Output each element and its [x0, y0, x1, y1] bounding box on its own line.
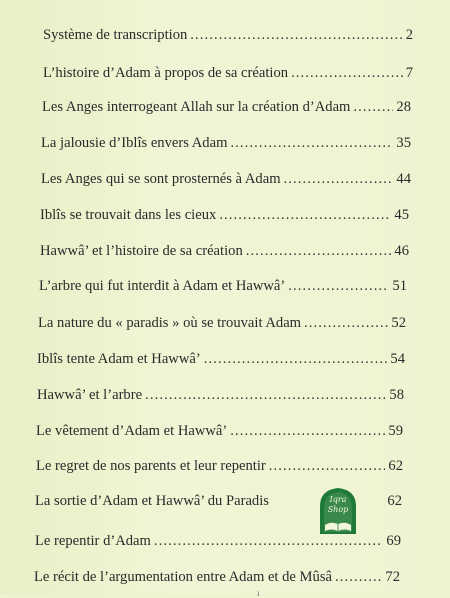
toc-entry-page: 58 [389, 387, 404, 403]
toc-entry-page: 2 [405, 27, 413, 43]
toc-entry [34, 568, 400, 586]
toc-entry-page: 62 [388, 458, 403, 474]
toc-leader-dots [288, 277, 389, 295]
toc-entry-title: Les Anges qui se sont prosternés à Adam [41, 171, 281, 187]
toc-leader-dots [269, 457, 386, 475]
toc-entry [41, 134, 411, 152]
toc-entry-title: Le regret de nos parents et leur repentir [36, 458, 266, 474]
toc-entry-title: L’arbre qui fut interdit à Adam et Hawwâ’ [39, 278, 286, 294]
toc-entry [36, 422, 403, 440]
toc-entry-title: Hawwâ’ et l’arbre [37, 387, 143, 403]
toc-entry [42, 98, 411, 116]
toc-entry-page: 69 [386, 533, 401, 549]
cropped-header-fragment [0, 0, 450, 8]
toc-entry-page: 51 [392, 278, 407, 294]
toc-entry-title: La nature du « paradis » où se trouvait Adam [38, 315, 302, 331]
toc-leader-dots [291, 64, 403, 82]
toc-leader-dots [304, 314, 388, 332]
toc-entry [40, 206, 409, 224]
toc-entry-title: Iblîs tente Adam et Hawwâ’ [37, 351, 201, 367]
toc-entry-title: La sortie d’Adam et Hawwâ’ du Paradis [35, 493, 269, 509]
shop-logo-icon [312, 484, 364, 536]
toc-leader-dots [230, 134, 393, 152]
toc-leader-dots [246, 242, 392, 260]
toc-leader-dots [190, 26, 402, 44]
toc-entry-title: Système de transcription [43, 27, 188, 43]
logo-text-line1: Iqra [329, 495, 347, 504]
toc-entry [40, 242, 409, 260]
toc-leader-dots [353, 98, 393, 116]
page-edge-mark: ı [257, 588, 260, 598]
toc-entry [37, 386, 404, 404]
toc-entry-title: Le récit de l’argumentation entre Adam et de Mûsâ [34, 569, 332, 585]
toc-entry-page: 54 [390, 351, 405, 367]
toc-entry-title: La jalousie d’Iblîs envers Adam [41, 135, 228, 151]
toc-entry [37, 350, 405, 368]
toc-entry [43, 64, 413, 82]
toc-entry-page: 52 [391, 315, 406, 331]
toc-entry-page: 7 [405, 65, 413, 81]
toc-leader-dots [204, 350, 388, 368]
toc-entry-title: Hawwâ’ et l’histoire de sa création [40, 243, 243, 259]
toc-entry [36, 457, 403, 475]
toc-entry-page: 28 [396, 99, 411, 115]
toc-entry [38, 314, 406, 332]
toc-entry-page: 59 [388, 423, 403, 439]
toc-entry-title: Iblîs se trouvait dans les cieux [40, 207, 217, 223]
toc-entry-title: L’histoire d’Adam à propos de sa création [43, 65, 289, 81]
toc-entry-page: 45 [394, 207, 409, 223]
toc-entry [43, 26, 413, 44]
toc-entry-title: Le vêtement d’Adam et Hawwâ’ [36, 423, 228, 439]
toc-entry-title: Les Anges interrogeant Allah sur la création d’Adam [42, 99, 351, 115]
toc-leader-dots [284, 170, 394, 188]
shop-logo [312, 484, 364, 536]
toc-leader-dots [219, 206, 391, 224]
toc-entry [41, 170, 411, 188]
toc-entry-page: 44 [396, 171, 411, 187]
toc-leader-dots [145, 386, 386, 404]
toc-leader-dots [230, 422, 385, 440]
toc-entry-title: Le repentir d’Adam [35, 533, 151, 549]
toc-leader-dots [335, 568, 382, 586]
logo-text-line2: Shop [327, 505, 349, 514]
toc-entry-page: 46 [394, 243, 409, 259]
toc-entry-page: 62 [387, 493, 402, 509]
toc-entry-page: 35 [396, 135, 411, 151]
toc-entry-page: 72 [385, 569, 400, 585]
toc-entry [39, 277, 407, 295]
